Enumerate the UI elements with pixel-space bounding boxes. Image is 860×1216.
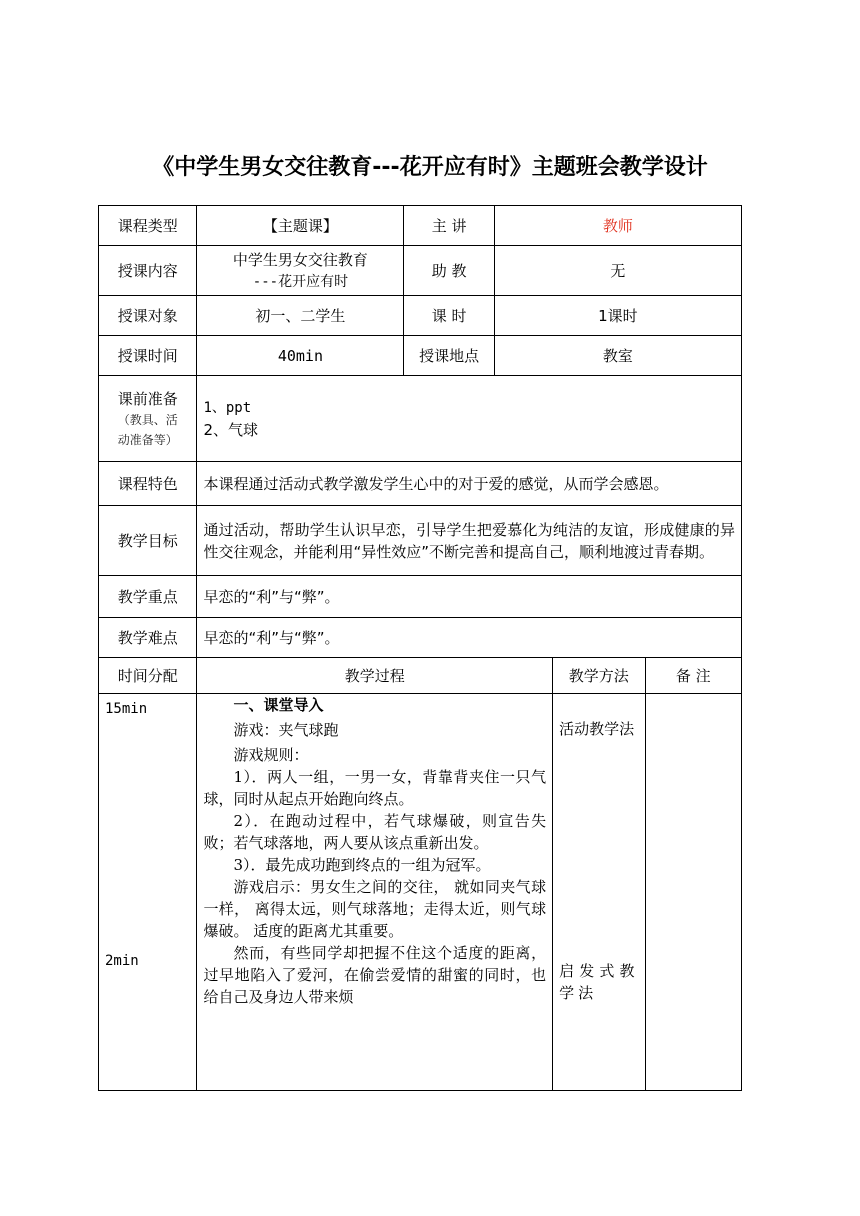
row-prep [99, 376, 742, 462]
method-cell [553, 694, 645, 1091]
content-value-line1: 中学生男女交往教育 [232, 250, 368, 269]
feature-label: 课程特色 [99, 462, 197, 506]
method-1: 活动教学法 [559, 720, 635, 738]
prep-item-2: 2、气球 [203, 420, 258, 439]
content-value [197, 246, 404, 296]
content-label: 授课内容 [99, 246, 197, 296]
lesson-plan-table [98, 205, 742, 1091]
row-course-type [99, 206, 742, 246]
row-feature [99, 462, 742, 506]
prep-value-cell [197, 376, 742, 462]
time-2: 2min [105, 953, 139, 969]
game-name: 游戏：夹气球跑 [233, 721, 339, 739]
row-audience [99, 296, 742, 336]
feature-value: 本课程通过活动式教学激发学生心中的对于爱的感觉，从而学会感恩。 [197, 462, 742, 506]
rule-3: 3）．最先成功跑到终点的一组为冠军。 [233, 856, 491, 874]
hours-label: 课 时 [404, 296, 494, 336]
row-key [99, 576, 742, 618]
prep-label-cell [99, 376, 197, 462]
method-2: 启发式教学法 [559, 962, 639, 1002]
document-title: 《中学生男女交往教育---花开应有时》主题班会教学设计 [152, 155, 708, 180]
prep-item-1: 1、ppt [203, 399, 252, 416]
lecturer-label: 主 讲 [404, 206, 494, 246]
time-label: 授课时间 [99, 336, 197, 376]
goal-value: 通过活动，帮助学生认识早恋，引导学生把爱慕化为纯洁的友谊，形成健康的异性交往观念，并能利用“异性效应”不断完善和提高自己，顺利地渡过青春期。 [197, 506, 742, 576]
place-label: 授课地点 [404, 336, 494, 376]
goal-label: 教学目标 [99, 506, 197, 576]
lecturer-value: 教师 [494, 206, 741, 246]
place-value: 教室 [494, 336, 741, 376]
process-row [99, 694, 742, 1091]
remark-cell [645, 694, 742, 1091]
course-type-label: 课程类型 [99, 206, 197, 246]
header-remark: 备 注 [645, 658, 742, 694]
prep-note-line1: （教具、活 [117, 412, 178, 427]
row-time [99, 336, 742, 376]
audience-value: 初一、二学生 [197, 296, 404, 336]
rules-title: 游戏规则： [233, 746, 309, 764]
process-content-cell [197, 694, 553, 1091]
course-type-value: 【主题课】 [197, 206, 404, 246]
time-value: 40min [197, 336, 404, 376]
key-label: 教学重点 [99, 576, 197, 618]
difficulty-value: 早恋的“利”与“弊”。 [197, 618, 742, 658]
time-1: 15min [105, 701, 148, 717]
row-content [99, 246, 742, 296]
header-method: 教学方法 [553, 658, 645, 694]
rule-1: 1）．两人一组，一男一女，背靠背夹住一只气球，同时从起点开始跑向终点。 [203, 768, 547, 808]
time-allocation-cell [99, 694, 197, 1091]
assistant-value: 无 [494, 246, 741, 296]
difficulty-label: 教学难点 [99, 618, 197, 658]
audience-label: 授课对象 [99, 296, 197, 336]
section-title: 一、课堂导入 [233, 696, 324, 714]
rule-2: 2）．在跑动过程中，若气球爆破，则宣告失败；若气球落地，两人要从该点重新出发。 [203, 812, 547, 852]
header-process: 教学过程 [197, 658, 553, 694]
hours-value: 1课时 [494, 296, 741, 336]
game-insight: 游戏启示：男女生之间的交往， 就如同夹气球一样， 离得太远，则气球落地；走得太近，则气球爆破。 适度的距离尤其重要。 [203, 878, 547, 940]
content-value-line2: ---花开应有时 [252, 273, 349, 290]
however-paragraph: 然而，有些同学却把握不住这个适度的距离，过早地陷入了爱河，在偷尝爱情的甜蜜的同时，也给自己及身边人带来烦 [203, 944, 547, 1006]
process-header-row [99, 658, 742, 694]
key-value: 早恋的“利”与“弊”。 [197, 576, 742, 618]
prep-label: 课前准备 [117, 389, 178, 408]
assistant-label: 助 教 [404, 246, 494, 296]
row-goal [99, 506, 742, 576]
row-difficulty [99, 618, 742, 658]
header-time: 时间分配 [99, 658, 197, 694]
prep-note-line2: 动准备等） [117, 432, 178, 447]
